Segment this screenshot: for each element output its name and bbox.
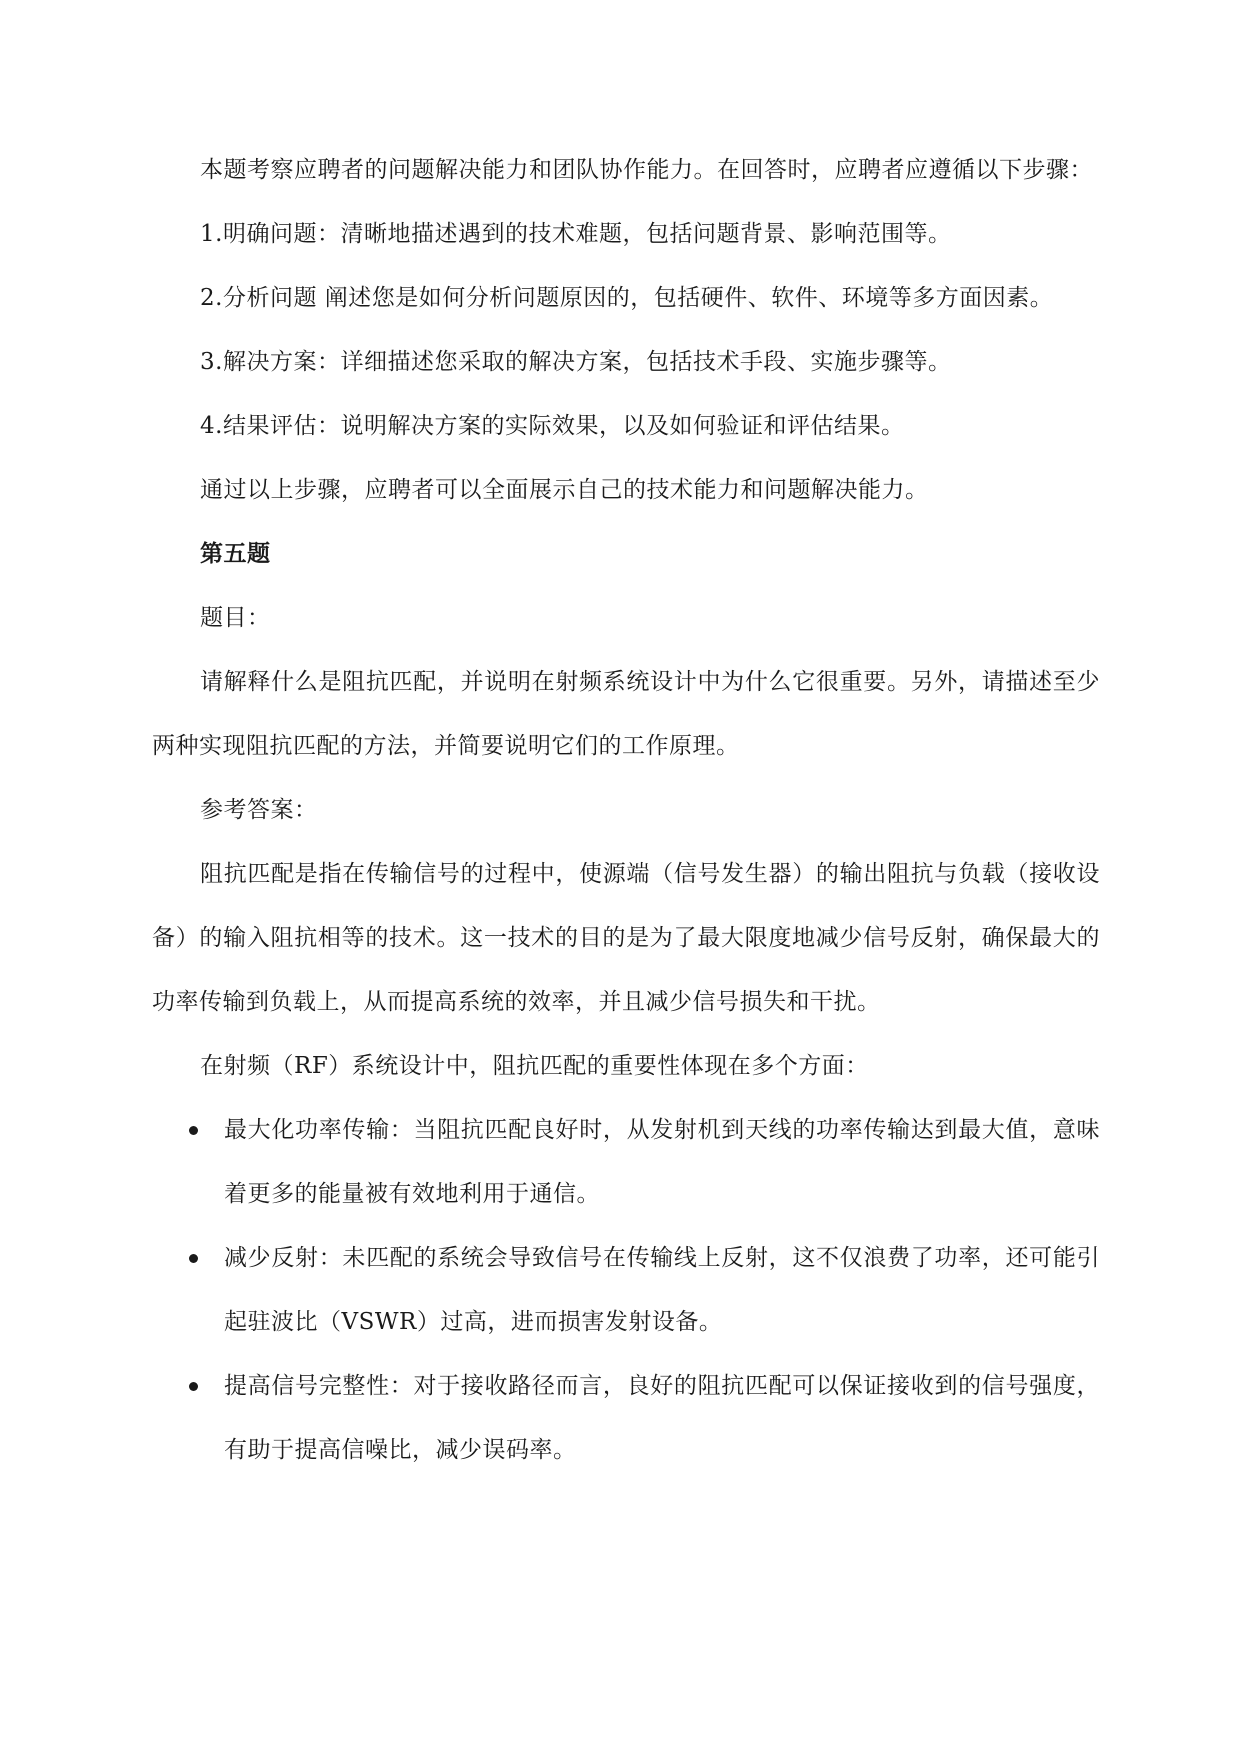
list-item-text: 提高信号完整性：对于接收路径而言，良好的阻抗匹配可以保证接收到的信号强度，有助于提高信噪比，减少误码率。 (224, 1373, 1100, 1463)
step-1: 1.明确问题：清晰地描述遇到的技术难题，包括问题背景、影响范围等。 (200, 221, 952, 247)
importance-list (152, 1098, 1100, 1482)
list-item (152, 1098, 1100, 1226)
list-item-text: 减少反射：未匹配的系统会导致信号在传输线上反射，这不仅浪费了功率，还可能引起驻波比（VSWR）过高，进而损害发射设备。 (224, 1245, 1100, 1335)
bullet-icon (189, 1254, 198, 1263)
intro-paragraph: 本题考察应聘者的问题解决能力和团队协作能力。在回答时，应聘者应遵循以下步骤： (200, 157, 1093, 183)
step-4: 4.结果评估：说明解决方案的实际效果，以及如何验证和评估结果。 (200, 413, 905, 439)
step-2: 2.分析问题 阐述您是如何分析问题原因的，包括硬件、软件、环境等多方面因素。 (200, 285, 1054, 311)
answer-label: 参考答案： (200, 797, 318, 823)
document-page (152, 138, 1100, 1482)
bullet-icon (189, 1126, 198, 1135)
list-item (152, 1226, 1100, 1354)
question-text: 请解释什么是阻抗匹配，并说明在射频系统设计中为什么它很重要。另外，请描述至少两种实现阻抗匹配的方法，并简要说明它们的工作原理。 (152, 669, 1100, 759)
question-label: 题目： (200, 605, 271, 631)
section-title: 第五题 (200, 540, 271, 567)
list-item (152, 1354, 1100, 1482)
bullet-icon (189, 1382, 198, 1391)
list-item-text: 最大化功率传输：当阻抗匹配良好时，从发射机到天线的功率传输达到最大值，意味着更多的能量被有效地利用于通信。 (224, 1117, 1100, 1207)
answer-paragraph-1: 阻抗匹配是指在传输信号的过程中，使源端（信号发生器）的输出阻抗与负载（接收设备）的输入阻抗相等的技术。这一技术的目的是为了最大限度地减少信号反射，确保最大的功率传输到负载上，从而提高系统的效率，并且减少信号损失和干扰。 (152, 861, 1100, 1015)
answer-paragraph-2: 在射频（RF）系统设计中，阻抗匹配的重要性体现在多个方面： (200, 1053, 869, 1079)
summary-paragraph: 通过以上步骤，应聘者可以全面展示自己的技术能力和问题解决能力。 (200, 477, 929, 503)
step-3: 3.解决方案：详细描述您采取的解决方案，包括技术手段、实施步骤等。 (200, 349, 952, 375)
